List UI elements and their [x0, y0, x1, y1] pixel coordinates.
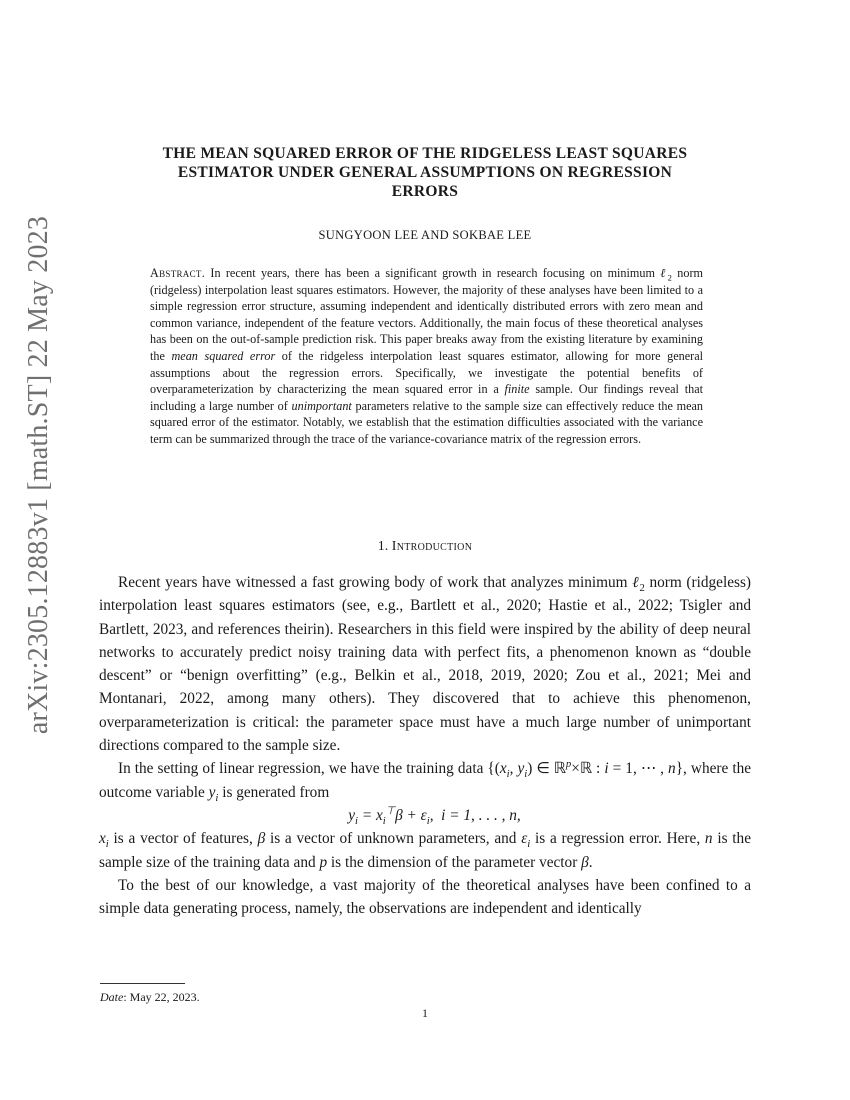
section-title: Introduction: [391, 539, 473, 554]
abstract-text: sample. Our findings reveal that including a large number of: [150, 382, 703, 413]
math-ell: ℓ: [660, 266, 668, 280]
abstract-text: parameters relative to the sample size can effectively reduce the mean squared error of the estimator. Notably, we establish that the estimation difficulties associated with the variance term can be summarized through the trace of the variance-covariance matrix of the regression errors.: [150, 398, 703, 446]
paragraph-text: where the outcome variable: [99, 760, 752, 801]
paragraph-text: is generated from: [218, 783, 330, 801]
abstract-emphasis: finite: [504, 382, 530, 397]
regression-equation: $y_i = x_i^⊤\beta + \varepsilon_i$, i = 1, . . . , n,: [348, 804, 521, 828]
math-subscript: 2: [667, 272, 672, 283]
paragraph: To the best of our knowledge, a vast majority of the theoretical analyses have been confined to a simple data generating process, namely, the observations are independent and identically: [99, 876, 751, 918]
paragraph-text: Recent years have witnessed a fast growing body of work that analyzes minimum: [118, 574, 633, 591]
math-subscript: 2: [639, 582, 645, 595]
abstract-emphasis: mean squared error: [171, 348, 276, 363]
abstract-text: norm (ridgeless) interpolation least squares estimators. However, the majority of these analyses have been limited to a simple regression error structure, assuming independent and identically distributed errors with zero mean and common variance, independent of the feature vectors. Additionally, the main focus of these theoretical analyses has been on the out-of-sample prediction risk. This paper breaks away from the existing literature by examining the: [150, 266, 703, 363]
abstract-text: of the ridgeless interpolation least squares estimator, allowing for more general assumptions about the regression errors. Specifically, we investigate the potential benefits of overparameterization by characterizing the mean squared error in a: [150, 348, 704, 397]
body-text: [99, 571, 751, 920]
arxiv-identifier: arXiv:2305.12883v1 [math.ST] 22 May 2023: [23, 215, 55, 735]
section-number: 1.: [377, 539, 389, 554]
paragraph-text: In the setting of linear regression, we have the training data: [118, 760, 488, 778]
footnote-rule: [100, 983, 185, 984]
paragraph-text: is the sample size of the training data and: [99, 830, 751, 871]
footnote-text: : May 22, 2023.: [123, 990, 200, 1004]
math-beta: β: [257, 830, 266, 848]
abstract-label: Abstract.: [150, 266, 206, 280]
math-y: y: [208, 783, 216, 801]
title-line: THE MEAN SQUARED ERROR OF THE RIDGELESS LEAST SQUARES: [162, 145, 688, 162]
author-list: SUNGYOON LEE AND SOKBAE LEE: [318, 228, 532, 242]
paper-title: [100, 144, 750, 201]
abstract-emphasis: unimportant: [291, 398, 352, 413]
math-n: n: [704, 830, 713, 848]
footnote: [100, 990, 200, 1005]
math-ell: ℓ: [632, 574, 640, 591]
paragraph: $x_i$ is a vector of features, β is a vector of unknown parameters, and $\varepsilon_i$ is a regression error. Here, n is the sample size of the training data and p is the dimension of the parameter vector β.: [99, 830, 751, 871]
title-line: ERRORS: [391, 183, 459, 200]
math-beta: β: [581, 853, 589, 871]
training-data-set: {($x_i$, $y_i$) ∈ ℝ$^p$×ℝ : i = 1, ⋯ , n},: [487, 758, 687, 781]
arxiv-identifier-sidebar: [17, 215, 61, 735]
paragraph-text: norm (ridgeless) interpolation least squares estimators (see, e.g., Bartlett et al., 2020; Hastie et al., 2022; Tsigler and Bartlett, 2023, and references theirin). Researchers in this field were inspired by the ability of deep neural networks to accurately predict noisy training data with perfect fits, a phenomenon known as “double descent” or “benign overfitting” (e.g., Belkin et al., 2018, 2019, 2020; Zou et al., 2021; Mei and Montanari, 2022, among many others). They discovered that to achieve this phenomenon, overparameterization is critical: the parameter space must have a much large number of unimportant directions compared to the sample size.: [99, 574, 751, 755]
paragraph: [99, 571, 751, 757]
math-x: x: [99, 830, 106, 848]
abstract: [150, 265, 703, 448]
paragraph-text: is a vector of unknown parameters, and: [265, 830, 522, 848]
paragraph-text: is a vector of features,: [108, 830, 258, 848]
abstract-text: In recent years, there has been a significant growth in research focusing on minimum: [205, 266, 661, 280]
section-heading: [100, 539, 750, 555]
page-number: 1: [422, 1006, 428, 1020]
math-epsilon: ε: [521, 830, 528, 848]
paragraph-text: is a regression error. Here,: [530, 830, 705, 848]
math-p: p: [319, 853, 328, 871]
paragraph-text: is the dimension of the parameter vector: [327, 853, 582, 871]
footnote-label: Date: [100, 990, 124, 1004]
paragraph: In the setting of linear regression, we have the training data {($x_i$, $y_i$) ∈ ℝ$^p$×ℝ : i = 1, ⋯ , n}, where the outcome variable $y_i$ is generated from: [99, 758, 752, 804]
title-line: ESTIMATOR UNDER GENERAL ASSUMPTIONS ON REGRESSION: [177, 164, 673, 181]
